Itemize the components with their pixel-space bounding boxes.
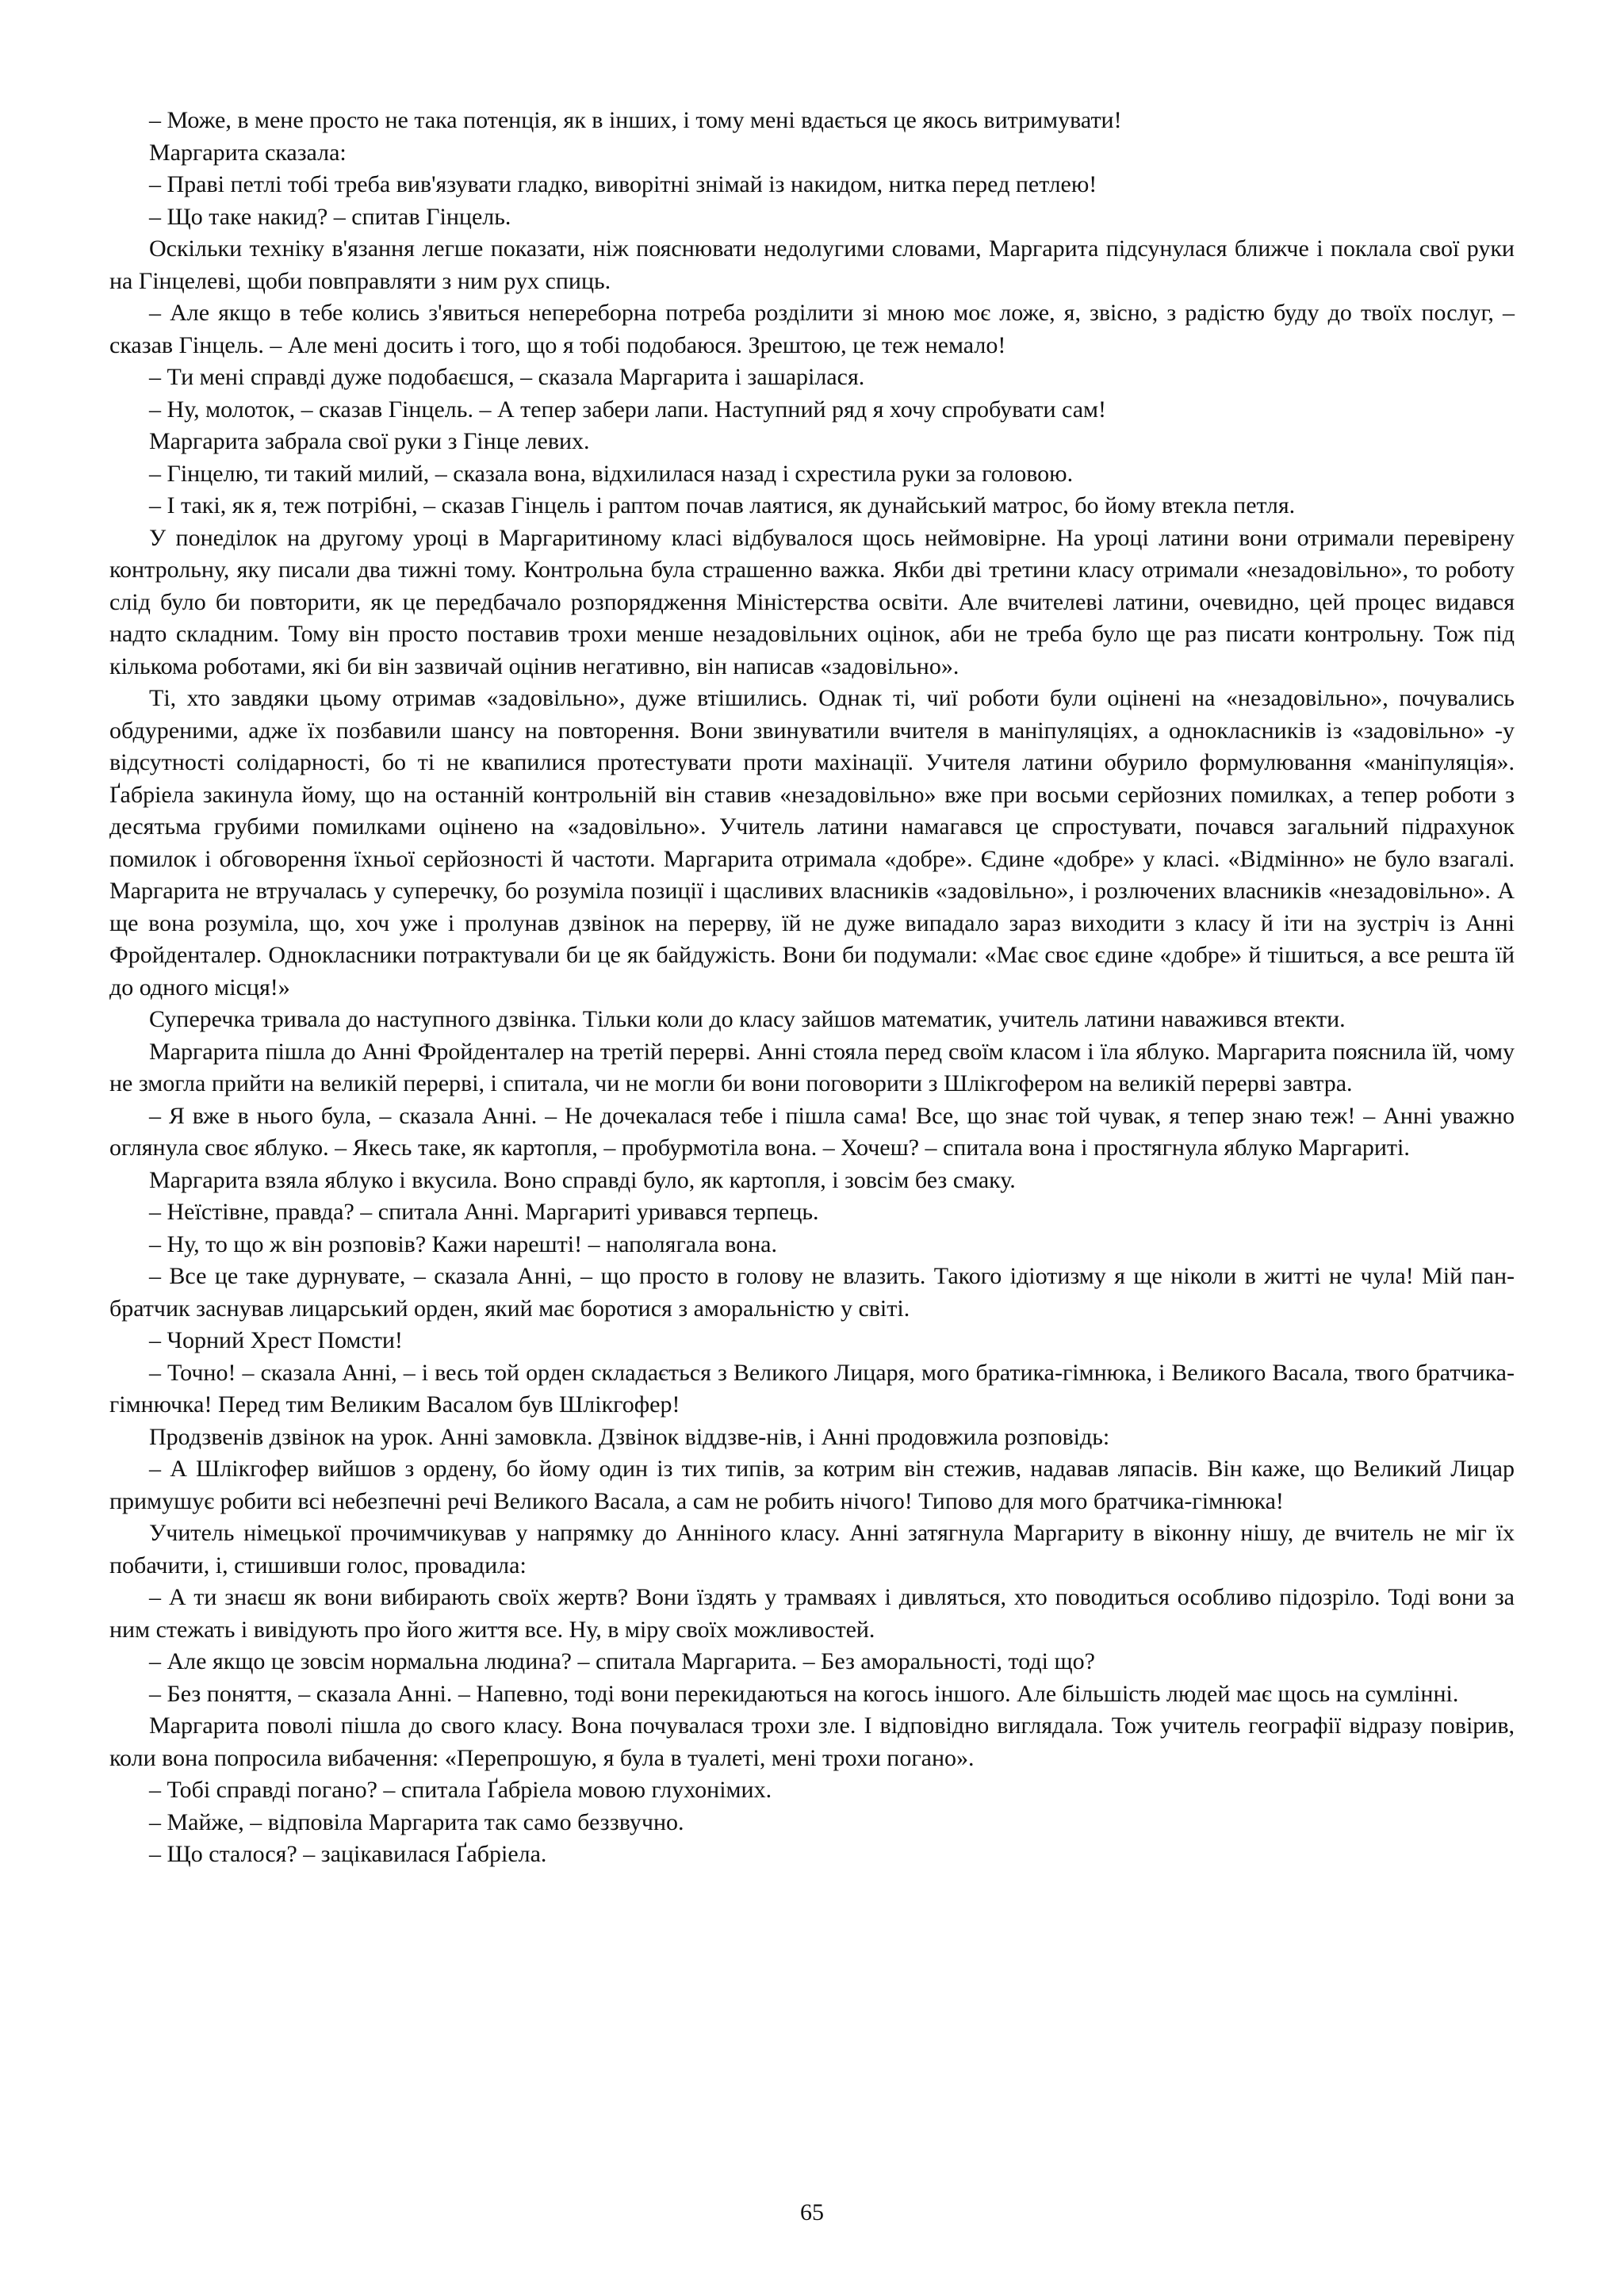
paragraph: У понеділок на другому уроці в Маргаритиному класі відбувалося щось неймовірне. На уроці латини вони отримали перевірену контрольну, яку писали два тижні тому. Контрольна була страшенно важка. Якби дві третини класу отримали «незадовільно», то роботу слід було би повторити, як це передбачало розпорядження Міністерства освіти. Але вчителеві латини, очевидно, цей процес видався надто складним. Тому він просто поставив трохи менше незадовільних оцінок, аби не треба було ще раз писати контрольну. Тож під кількома роботами, які би він зазвичай оцінив негативно, він написав «задовільно». bbox=[109, 524, 1515, 679]
page-body bbox=[109, 105, 1515, 1871]
paragraph: – Ти мені справді дуже подобаєшся, – сказала Маргарита і зашарілася. bbox=[149, 364, 865, 390]
paragraph: – Все це таке дурнувате, – сказала Анні, – що просто в голову не влазить. Такого ідіотизму я ще ніколи в житті не чула! Мій пан-братчик заснував лицарський орден, який має боротися з аморальністю у світі. bbox=[109, 1263, 1515, 1322]
paragraph: – Що сталося? – зацікавилася Ґабріела. bbox=[149, 1841, 547, 1867]
paragraph: – Гінцелю, ти такий милий, – сказала вона, відхилилася назад і схрестила руки за головою. bbox=[149, 460, 1074, 487]
paragraph: – Тобі справді погано? – спитала Ґабріела мовою глухонімих. bbox=[149, 1777, 772, 1803]
paragraph: – І такі, як я, теж потрібні, – сказав Гінцель і раптом почав лаятися, як дунайський матрос, бо йому втекла петля. bbox=[149, 492, 1296, 519]
paragraph: – А ти знаєш як вони вибирають своїх жертв? Вони їздять у трамваях і дивляться, хто поводиться особливо підозріло. Тоді вони за ним стежать і вивідують про його життя все. Ну, в міру своїх можливостей. bbox=[109, 1584, 1515, 1643]
paragraph: Маргарита забрала свої руки з Гінце левих. bbox=[149, 428, 590, 454]
paragraph: Суперечка тривала до наступного дзвінка. Тільки коли до класу зайшов математик, учитель латини наважився втекти. bbox=[149, 1006, 1346, 1032]
paragraph: Продзвенів дзвінок на урок. Анні замовкла. Дзвінок віддзве-нів, і Анні продовжила розповідь: bbox=[149, 1423, 1110, 1450]
paragraph: – Може, в мене просто не така потенція, як в інших, і тому мені вдається це якось витримувати! bbox=[149, 107, 1122, 133]
paragraph: Маргарита сказала: bbox=[149, 139, 347, 166]
paragraph: Ті, хто завдяки цьому отримав «задовільно», дуже втішились. Однак ті, чиї роботи були оцінені на «незадовільно», почувались обдуреними, адже їх позбавили шансу на повторення. Вони звинуватили вчителя в маніпуляціях, а однокласників із «задовільно» -у відсутності солідарності, бо ті не квапилися протестувати проти махінації. Учителя латини обурило формулювання «маніпуляція». Ґабріела закинула йому, що на останній контрольній він ставив «незадовільно» вже при восьми серйозних помилках, а тепер роботи з десятьма грубими помилками оцінено на «задовільно». Учитель латини намагався це спростувати, почався загальний підрахунок помилок і обговорення їхньої серйозності й частоти. Маргарита отримала «добре». Єдине «добре» у класі. «Відмінно» не було взагалі. Маргарита не втручалась у суперечку, бо розуміла позиції і щасливих власників «задовільно», і розлючених власників «незадовільно». А ще вона розуміла, що, хоч уже і пролунав дзвінок на перерву, їй не дуже випадало зараз виходити з класу й іти на зустріч із Анні Фройденталер. Однокласники потрактували би це як байдужість. Вони би подумали: «Має своє єдине «добре» й тішиться, а все решта їй до одного місця!» bbox=[109, 685, 1515, 1001]
paragraph: – Неїстівне, правда? – спитала Анні. Маргариті уривався терпець. bbox=[149, 1199, 819, 1225]
paragraph: – Майже, – відповіла Маргарита так само беззвучно. bbox=[149, 1808, 684, 1835]
paragraph: – А Шлікгофер вийшов з ордену, бо йому один із тих типів, за котрим він стежив, надавав ляпасів. Він каже, що Великий Лицар примушує робити всі небезпечні речі Великого Васала, а сам не робить нічого! Типово для мого братчика-гімнюка! bbox=[109, 1456, 1515, 1514]
paragraph: Учитель німецької прочимчикував у напрямку до Анніного класу. Анні затягнула Маргариту в віконну нішу, де вчитель не міг їх побачити, і, стишивши голос, провадила: bbox=[109, 1520, 1515, 1578]
paragraph: – Я вже в нього була, – сказала Анні. – Не дочекалася тебе і пішла сама! Все, що знає той чувак, я тепер знаю теж! – Анні уважно оглянула своє яблуко. – Якесь таке, як картопля, – пробурмотіла вона. – Хочеш? – спитала вона і простягнула яблуко Маргариті. bbox=[109, 1102, 1515, 1161]
paragraph: – Ну, молоток, – сказав Гінцель. – А тепер забери лапи. Наступний ряд я хочу спробувати сам! bbox=[149, 396, 1107, 423]
paragraph: Маргарита поволі пішла до свого класу. Вона почувалася трохи зле. І відповідно виглядала. Тож учитель географії відразу повірив, коли вона попросила вибачення: «Перепрошую, я була в туалеті, мені трохи погано». bbox=[109, 1712, 1515, 1771]
paragraph: – Чорний Хрест Помсти! bbox=[149, 1327, 403, 1353]
paragraph: – Ну, то що ж він розповів? Кажи нарешті! – наполягала вона. bbox=[149, 1230, 777, 1257]
paragraph: Маргарита пішла до Анні Фройденталер на третій перерві. Анні стояла перед своїм класом і їла яблуко. Маргарита пояснила їй, чому не змогла прийти на великій перерві, і спитала, чи не могли би вони поговорити з Шлікгофером на великій перерві завтра. bbox=[109, 1038, 1515, 1096]
page-number: 65 bbox=[800, 2199, 824, 2225]
paragraph: – Точно! – сказала Анні, – і весь той орден складається з Великого Лицаря, мого братика-гімнюка, і Великого Васала, твого братчика-гімнючка! Перед тим Великим Васалом був Шлікгофер! bbox=[109, 1359, 1515, 1418]
paragraph: – Що таке накид? – спитав Гінцель. bbox=[149, 203, 511, 230]
paragraph: – Праві петлі тобі треба вив'язувати гладко, виворітні знімай із накидом, нитка перед петлею! bbox=[149, 171, 1097, 197]
paragraph: Оскільки техніку в'язання легше показати, ніж пояснювати недолугими словами, Маргарита підсунулася ближче і поклала свої руки на Гінцелеві, щоби повправляти з ним рух спиць. bbox=[109, 235, 1515, 294]
paragraph: Маргарита взяла яблуко і вкусила. Воно справді було, як картопля, і зовсім без смаку. bbox=[149, 1166, 1016, 1193]
paragraph: – Без поняття, – сказала Анні. – Напевно, тоді вони перекидаються на когось іншого. Але більшість людей має щось на сумлінні. bbox=[149, 1680, 1459, 1707]
paragraph: – Але якщо в тебе колись з'явиться непереборна потреба розділити зі мною моє ложе, я, звісно, з радістю буду до твоїх послуг, – сказав Гінцель. – Але мені досить і того, що я тобі подобаюся. Зрештою, це теж немало! bbox=[109, 300, 1515, 358]
paragraph: – Але якщо це зовсім нормальна людина? – спитала Маргарита. – Без аморальності, тоді що? bbox=[149, 1648, 1095, 1674]
